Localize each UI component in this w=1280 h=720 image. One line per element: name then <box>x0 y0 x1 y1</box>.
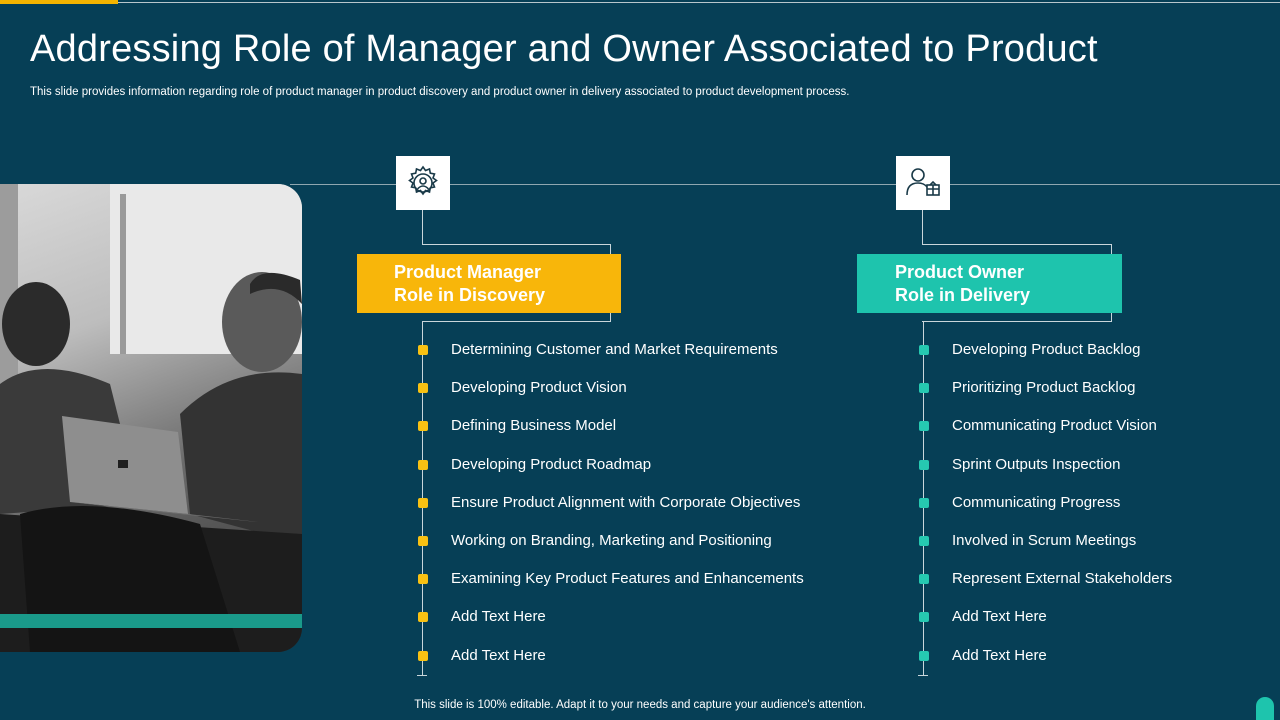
bullet-marker <box>919 612 929 622</box>
bullet-marker <box>919 498 929 508</box>
list-item-text: Developing Product Roadmap <box>451 455 652 473</box>
manager-connector-down <box>422 210 423 244</box>
list-item <box>451 456 804 494</box>
bullet-marker <box>418 345 428 355</box>
owner-list-end-tick <box>918 675 928 676</box>
list-item <box>451 494 804 532</box>
bullet-marker <box>919 651 929 661</box>
list-item <box>952 379 1172 417</box>
list-item <box>451 647 804 685</box>
list-item <box>952 417 1172 455</box>
list-item-text: Examining Key Product Features and Enhancements <box>451 570 804 588</box>
list-item-text: Working on Branding, Marketing and Positioning <box>451 531 772 549</box>
bullet-marker <box>418 421 428 431</box>
bullet-marker <box>919 421 929 431</box>
owner-heading-line2: Role in Delivery <box>895 284 1031 305</box>
bullet-marker <box>418 574 428 584</box>
list-item-text: Defining Business Model <box>451 417 617 435</box>
footer-note: This slide is 100% editable. Adapt it to your needs and capture your audience's attention. <box>414 699 866 711</box>
bullet-marker <box>418 383 428 393</box>
list-item <box>451 532 804 570</box>
list-item-text: Communicating Product Vision <box>952 417 1157 435</box>
owner-connector-top <box>922 244 1111 245</box>
top-accent-bar <box>0 0 118 4</box>
owner-heading-line1: Product Owner <box>895 261 1025 282</box>
list-item-text: Represent External Stakeholders <box>952 570 1173 588</box>
bullet-marker <box>418 651 428 661</box>
bullet-marker <box>418 460 428 470</box>
list-item-text: Add Text Here <box>451 608 546 626</box>
list-item <box>451 379 804 417</box>
top-rule <box>118 2 1280 3</box>
list-item-text: Developing Product Vision <box>451 379 627 397</box>
list-item <box>952 456 1172 494</box>
list-item-text: Communicating Progress <box>952 493 1121 511</box>
list-item <box>952 494 1172 532</box>
photo-accent-band <box>0 614 302 628</box>
bullet-marker <box>418 536 428 546</box>
list-item <box>952 570 1172 608</box>
list-item-text: Ensure Product Alignment with Corporate Objectives <box>451 493 801 511</box>
corner-tab <box>1256 697 1274 720</box>
list-item <box>952 532 1172 570</box>
bullet-marker <box>919 345 929 355</box>
manager-role-heading <box>357 254 621 313</box>
bullet-marker <box>418 498 428 508</box>
list-item <box>451 417 804 455</box>
slide-subtitle: This slide provides information regarding role of product manager in product discovery and product owner in delivery associated to product development process. <box>30 86 850 98</box>
list-item <box>451 570 804 608</box>
list-item <box>952 608 1172 646</box>
list-item-text: Involved in Scrum Meetings <box>952 531 1137 549</box>
list-item-text: Add Text Here <box>952 608 1047 626</box>
bullet-marker <box>919 460 929 470</box>
manager-icon-box <box>396 156 450 210</box>
list-item <box>451 341 804 379</box>
manager-heading-line1: Product Manager <box>394 261 542 282</box>
list-item-text: Determining Customer and Market Requirements <box>451 341 778 358</box>
slide-title: Addressing Role of Manager and Owner Associated to Product <box>30 28 1098 70</box>
manager-connector-bottom <box>422 321 610 322</box>
owner-icon-box <box>896 156 950 210</box>
bullet-marker <box>919 574 929 584</box>
bullet-marker <box>919 383 929 393</box>
owner-role-list <box>952 341 1172 685</box>
manager-heading-line2: Role in Discovery <box>394 284 546 305</box>
person-product-icon <box>903 163 943 203</box>
manager-list-end-tick <box>417 675 427 676</box>
owner-connector-down <box>922 210 923 244</box>
list-item-text: Add Text Here <box>952 646 1047 664</box>
bullet-marker <box>418 612 428 622</box>
list-item <box>451 608 804 646</box>
list-item <box>952 647 1172 685</box>
bullet-marker <box>919 536 929 546</box>
manager-role-list <box>451 341 804 685</box>
list-item-text: Sprint Outputs Inspection <box>952 455 1121 473</box>
gear-person-icon <box>403 163 443 203</box>
owner-role-heading <box>857 254 1122 313</box>
list-item <box>952 341 1172 379</box>
list-item-text: Developing Product Backlog <box>952 341 1141 358</box>
manager-connector-top <box>422 244 610 245</box>
team-photo <box>0 184 302 652</box>
list-item-text: Prioritizing Product Backlog <box>952 379 1136 397</box>
list-item-text: Add Text Here <box>451 646 546 664</box>
owner-connector-bottom <box>922 321 1111 322</box>
